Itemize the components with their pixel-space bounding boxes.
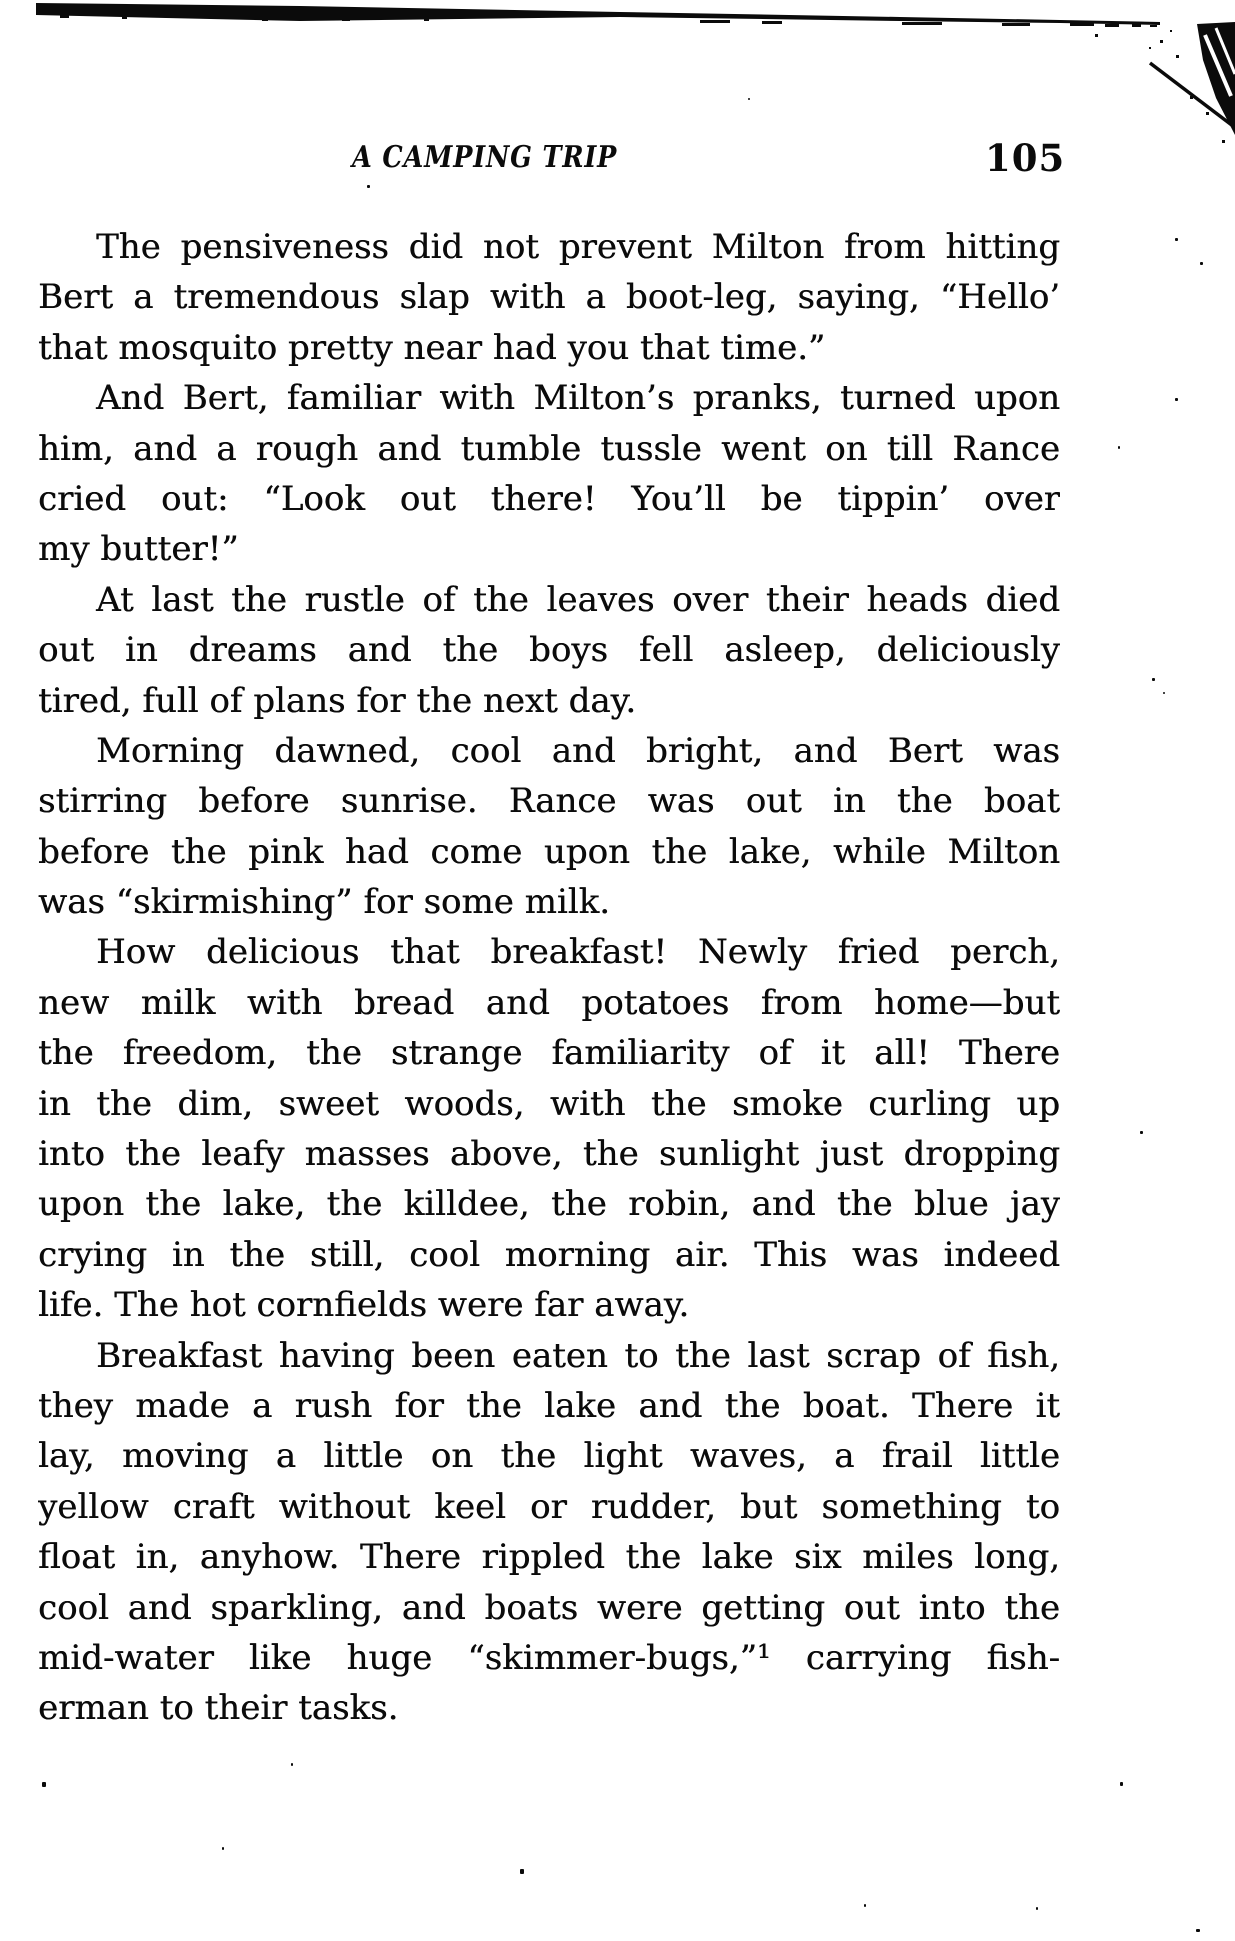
- scan-speck: [291, 1763, 293, 1766]
- text-line: Breakfast having been eaten to the last scrap of fish,: [96, 1335, 1060, 1376]
- page-text: [38, 222, 1060, 1734]
- scan-speck: [222, 1847, 224, 1850]
- scan-speck: [748, 98, 750, 100]
- scan-speck: [367, 185, 370, 188]
- text-line: lay, moving a little on the light waves, a frail little: [38, 1436, 1060, 1477]
- text-line: into the leafy masses above, the sunlight just dropping: [38, 1134, 1060, 1175]
- scan-top-band-artifact: [0, 0, 1235, 48]
- text-line: cool and sparkling, and boats were getting out into the: [38, 1587, 1060, 1628]
- text-line: out in dreams and the boys fell asleep, deliciously: [38, 630, 1060, 671]
- scan-speck: [1140, 1131, 1143, 1134]
- text-line: life. The hot cornfields were far away.: [38, 1285, 690, 1326]
- page-number: 105: [985, 136, 1066, 180]
- text-line: cried out: “Look out there! You’ll be tippin’ over: [38, 478, 1060, 519]
- scan-speck: [1175, 238, 1178, 241]
- scan-speck: [1036, 1907, 1038, 1910]
- text-line: him, and a rough and tumble tussle went on till Rance: [38, 428, 1060, 469]
- scan-speck: [1118, 446, 1120, 449]
- scan-speck: [42, 1782, 46, 1787]
- scan-speck: [1152, 678, 1155, 681]
- running-title: A CAMPING TRIP: [352, 140, 618, 175]
- scan-speck: [1196, 1929, 1200, 1932]
- text-line: new milk with bread and potatoes from home—but: [38, 982, 1060, 1023]
- text-line: mid-water like huge “skimmer-bugs,”¹ carrying fish-: [38, 1637, 1060, 1678]
- scan-speck: [520, 1869, 524, 1874]
- scan-speck: [1175, 398, 1178, 401]
- text-line: in the dim, sweet woods, with the smoke curling up: [38, 1083, 1060, 1124]
- text-line: At last the rustle of the leaves over their heads died: [96, 579, 1060, 620]
- text-line: Morning dawned, cool and bright, and Bert was: [96, 730, 1060, 771]
- text-line: that mosquito pretty near had you that time.”: [38, 327, 826, 368]
- scan-speck: [1163, 692, 1165, 694]
- text-line: stirring before sunrise. Rance was out in the boat: [38, 781, 1060, 822]
- text-line: How delicious that breakfast! Newly fried perch,: [96, 932, 1060, 973]
- text-line: Bert a tremendous slap with a boot-leg, saying, “Hello’: [38, 277, 1060, 318]
- text-line: float in, anyhow. There rippled the lake six miles long,: [38, 1537, 1060, 1578]
- scan-speck: [1120, 1782, 1123, 1786]
- text-line: crying in the still, cool morning air. This was indeed: [38, 1234, 1060, 1275]
- text-line: And Bert, familiar with Milton’s pranks, turned upon: [96, 378, 1060, 419]
- scan-speck: [1200, 262, 1203, 265]
- text-line: tired, full of plans for the next day.: [38, 680, 637, 721]
- text-line: upon the lake, the killdee, the robin, and the blue jay: [38, 1184, 1060, 1225]
- text-line: yellow craft without keel or rudder, but something to: [38, 1486, 1060, 1527]
- text-line: before the pink had come upon the lake, while Milton: [38, 831, 1060, 872]
- text-line: my butter!”: [38, 529, 239, 570]
- scan-speck: [864, 1904, 866, 1907]
- text-line: the freedom, the strange familiarity of it all! There: [38, 1033, 1060, 1074]
- text-line: The pensiveness did not prevent Milton from hitting: [96, 227, 1060, 267]
- text-line: was “skirmishing” for some milk.: [38, 882, 610, 923]
- text-line: erman to their tasks.: [38, 1688, 399, 1729]
- text-line: they made a rush for the lake and the boat. There it: [38, 1385, 1060, 1426]
